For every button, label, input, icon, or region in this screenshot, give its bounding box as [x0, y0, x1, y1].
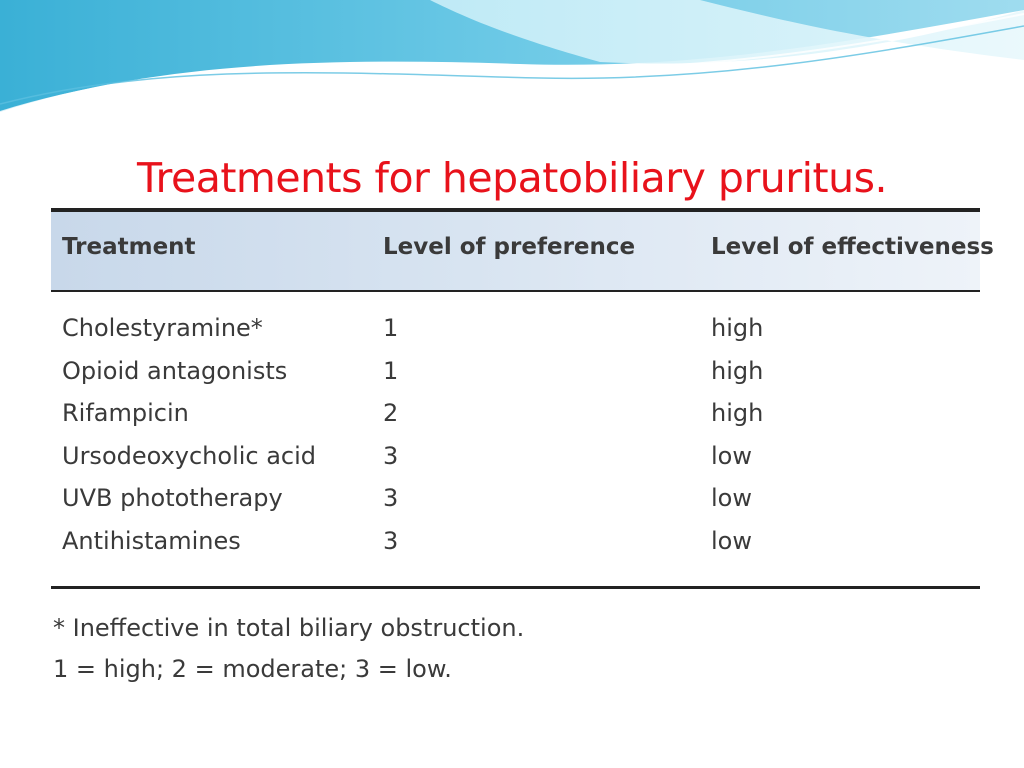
table-bottom-rule — [51, 586, 980, 589]
cell-treatment: Rifampicin — [62, 399, 189, 427]
footnote-scale: 1 = high; 2 = moderate; 3 = low. — [53, 655, 452, 683]
table-row — [51, 353, 980, 396]
table-header-row — [51, 208, 994, 292]
cell-preference: 2 — [383, 399, 399, 427]
header-level-of-effectiveness: Level of effectiveness — [711, 234, 994, 260]
cell-effectiveness: low — [711, 484, 752, 512]
table-body — [51, 310, 980, 565]
treatment-table — [43, 208, 994, 704]
table-row — [51, 310, 980, 353]
header-treatment: Treatment — [62, 234, 196, 260]
table-row — [51, 395, 980, 438]
cell-effectiveness: high — [711, 399, 764, 427]
cell-effectiveness: high — [711, 314, 764, 342]
cell-preference: 3 — [383, 484, 399, 512]
cell-effectiveness: high — [711, 356, 764, 385]
cell-preference: 3 — [383, 526, 399, 555]
cell-preference: 1 — [383, 356, 399, 385]
cell-preference: 3 — [383, 441, 399, 470]
footnote-asterisk: * Ineffective in total biliary obstruction. — [53, 614, 525, 642]
cell-effectiveness: low — [711, 526, 752, 555]
cell-treatment: UVB phototherapy — [62, 484, 283, 512]
cell-effectiveness: low — [711, 441, 752, 470]
cell-treatment: Antihistamines — [62, 526, 241, 555]
table-row — [51, 480, 980, 523]
cell-treatment: Opioid antagonists — [62, 356, 288, 385]
header-level-of-preference: Level of preference — [383, 234, 636, 260]
table-row — [51, 523, 980, 566]
decorative-wave-header — [0, 0, 1024, 120]
table-row — [51, 438, 980, 481]
slide-title: Treatments for hepatobiliary pruritus. — [137, 154, 887, 202]
cell-treatment: Ursodeoxycholic acid — [62, 441, 317, 470]
cell-treatment: Cholestyramine* — [62, 314, 263, 342]
cell-preference: 1 — [383, 314, 399, 342]
